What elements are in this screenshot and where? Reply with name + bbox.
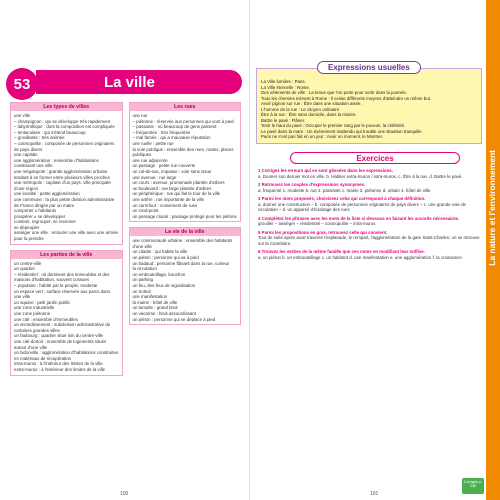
expressions-box (256, 63, 482, 144)
vocab-line: un parking (132, 277, 154, 283)
vocab-line: une rue adjacente (132, 157, 168, 163)
vocab-line: une manifestation (132, 294, 168, 300)
expression-line: Tenir le haut du pavé : Occuper le premier rang par le pouvoir, la célébrité. (261, 123, 406, 128)
expression-line: La Ville lumière : Paris. (261, 79, 306, 84)
expressions-list (257, 69, 481, 143)
vocab-line: se dépeupler (14, 224, 40, 230)
vocab-line: un boulevard : rue large plantée d'arbres (132, 185, 212, 191)
expression-line: Tous les chemins mènent à Rome : Il existe différents moyens d'atteindre un même but. (261, 95, 432, 101)
expression-line: Avoir pignon sur rue : Être dans une situation aisée. (261, 101, 362, 106)
vocab-line: un rond-point (132, 208, 159, 214)
right-page (250, 0, 500, 500)
vocab-line: – grouillante : très animée (14, 135, 65, 141)
vocab-line: un trottoir (132, 288, 152, 294)
vocab-line: prospérer ≠ se développer (14, 213, 66, 219)
exercise-content: Tout de suite après avoir traversé l'esplanade, le rempart, l'agglomération de la gare Saint-Charles, on se retrouve sur la Canebière. (258, 235, 480, 246)
vocab-line: un piéton : personne qui va à pied (132, 255, 199, 261)
vocab-line: – labyrinthique : dont la composition est compliquée (14, 124, 115, 130)
vocab-line: un périphérique : rue qui fait le tour de la ville (132, 191, 221, 197)
vocab-line: une cité-dortoir : ensemble de logements situés autour d'une ville (14, 338, 107, 350)
vocab-box (10, 102, 123, 245)
vocab-line: – champignon : qui se développe très rapidement (14, 118, 111, 124)
vocab-line: un tumulte : grand bruit (132, 305, 178, 311)
exercise-content: a. frequenté 1. modeste b. rue 2. passante c. mairie 3. piétonne d. urbain 4. hôtel de ville (258, 187, 431, 193)
vocab-box (10, 250, 123, 376)
vocab-line: – passante : où beaucoup de gens passent (132, 124, 217, 130)
chapter-number: 53 (6, 68, 38, 100)
corrections-tab: Corrigés p. 246 (462, 478, 484, 494)
exercise-question: 3 Parmi les mots proposés, choisissez celui qui correspond à chaque définition. (258, 196, 426, 201)
vocab-line: un cours : avenue, promenade plantée d'arbres (132, 180, 225, 186)
vocab-line: – piétonne : réservée aux personnes qui vont à pied (132, 118, 234, 124)
vocab-column-1 (10, 102, 123, 381)
expression-line: Le pavé dans la mare : Un événement inattendu qui trouble une situation tranquille. (261, 128, 423, 134)
expression-line: L'homme de la rue : Le citoyen ordinaire. (261, 106, 341, 112)
vocab-line: – tentaculaire : qui s'étend beaucoup (14, 129, 86, 135)
vocab-line: une métropole : capitale d'un pays, ville principale d'une région (14, 180, 111, 191)
vocab-line: une agglomération : ensemble d'habitations constituant une ville (14, 157, 99, 169)
vocab-box-body (130, 236, 241, 324)
vocab-line: une artère : rue importante de la ville (132, 196, 205, 202)
exercise-content: a. Donner son dernier mot en ville. b. Habiter extra-muros / intra-muros. c. Être à la rue. d. Battre le pavé. (258, 173, 463, 179)
vocab-line: un badaud : personne flânant dans la rue, curieux (132, 260, 230, 266)
vocab-line: une avenue : rue large (132, 174, 177, 180)
vocab-box-heading: Les parties de la ville (11, 251, 122, 259)
vocab-box (129, 227, 242, 325)
exercise-content: grouiller – assiéger – résidentiel – cosmopolite – intra-muros (258, 221, 376, 226)
exercise-question: 1 Corrigez les erreurs qui se sont glissées dans les expressions. (258, 168, 393, 173)
section-strip (486, 0, 500, 500)
vocab-line: un piéton : personne qui se déplace à pied (132, 316, 216, 322)
vocab-line: une rue (132, 113, 148, 118)
vocab-line: une cité : ensemble d'immeubles (14, 316, 78, 322)
expression-line: Être à la rue : Être sans domicile, dans la misère. (261, 112, 357, 117)
vocab-line: un passage : petite rue couverte (132, 163, 196, 169)
vocab-line: une mégalopole : grande agglomération urbaine tendant à se former entre plusieurs villes proches (14, 168, 110, 180)
vocab-box (129, 102, 242, 222)
vocab-line: un centre-ville (14, 260, 42, 266)
vocab-line: un faubourg : quartier situé loin du centre-ville (14, 333, 104, 339)
section-strip-title: La nature et l'environnement (487, 150, 497, 266)
vocab-columns (10, 102, 241, 381)
chapter-title: La ville (36, 70, 242, 94)
page-number-right: 101 (370, 491, 379, 497)
vocab-line: – cosmopolite : composée de personnes originaires de pays divers (14, 140, 115, 152)
vocab-line: un vacarme : bruit assourdissant (132, 311, 196, 316)
vocab-box-heading: Les types de villes (11, 103, 122, 111)
vocab-line: un bidonville : agglomération d'habitations construites en matériaux de récupération (14, 350, 119, 361)
vocab-line: une localité : petite agglomération (14, 191, 80, 197)
vocab-line: la mairie : hôtel de ville (132, 299, 178, 305)
vocab-line: extra-muros : à l'extérieur des limites de la ville (14, 366, 106, 372)
exercise-content: a. un piéton b. un embouteillage c. un habitant d. une manifestation e. une agglomération f. la croissance (258, 254, 462, 260)
vocab-line: assiéger une ville : entourer une ville avec une armée pour la prendre (14, 230, 118, 242)
exercises-list (258, 168, 480, 263)
vocab-line: un feu, des feux de signalisation (132, 283, 196, 289)
vocab-column-2 (129, 102, 242, 381)
expression-line: La Ville éternelle : Rome. (261, 84, 310, 90)
vocab-line: contenir, regrouper, se recenser (14, 219, 76, 225)
vocab-line: comporter x habitants (14, 208, 57, 214)
vocab-line: intra-muros : à l'intérieur des limites de la ville (14, 361, 103, 367)
vocab-line: une zone piétonne (14, 311, 51, 316)
vocab-line: une zone industrielle (14, 305, 55, 311)
vocab-line: un square : petit jardin public (14, 299, 71, 305)
vocab-box-body (130, 111, 241, 221)
vocab-line: – résidentiel : où dominent des immeubles et des maisons d'habitation, souvent cossues (14, 271, 110, 283)
vocab-line: un carrefour : croisement de rues (132, 202, 198, 208)
vocab-line: – populaire : habité par le peuple, modeste (14, 283, 98, 289)
exercise-content: a. donner une construction – b. composée de personnes originaires de pays divers – c. une grande voie de circulation – d. un appareil d'éclairage des rues (258, 201, 466, 212)
vocab-box-body (11, 259, 122, 375)
vocab-line: un arrondissement : subdivision administrative de certaines grandes villes (14, 322, 111, 333)
expression-line: Paris ne s'est pas fait en un jour : Avoir un moment, le Montrer. (261, 134, 384, 139)
expressions-heading: Expressions usuelles (317, 61, 421, 74)
expression-line: Des vêtements de ville : La tenue que l'on porte pour sortir dans la journée. (261, 90, 408, 95)
exercise-question: 2 Retrouvez les couples d'expressions synonymes. (258, 182, 366, 187)
vocab-line: un passage clouté : passage protégé pour les piétons (132, 213, 237, 219)
vocab-line: la voie publique : ensemble des rues, routes, places publiques (132, 146, 234, 158)
exercises-heading: Exercices (290, 152, 460, 164)
vocab-line: un espace vert : surface réservée aux parcs dans une ville (14, 288, 111, 300)
page-number-left: 100 (120, 491, 129, 497)
vocab-box-body (11, 111, 122, 244)
vocab-line: une ruelle : petite rue (132, 140, 174, 146)
vocab-line: une commune : la plus petite division administrative de France dirigée par un maire (14, 196, 115, 208)
vocab-line: une capitale (14, 152, 38, 158)
vocab-line: – fréquentée : très fréquentée (132, 129, 191, 135)
exercise-question: 6 Trouvez les verbes de la même famille que ces noms en modifiant leur suffixe. (258, 249, 425, 254)
vocab-line: la circulation (132, 266, 157, 272)
vocab-line: un embouteillage, bouchon (132, 271, 186, 277)
vocab-line: un cul-de-sac, impasse : voie sans issue (132, 168, 212, 174)
vocab-line: un quartier (14, 266, 35, 272)
vocab-line: une ville (14, 113, 31, 118)
exercise-question: 4 Complétez les phrases avec les mots de la liste ci-dessous en faisant les accords nécessaires. (258, 215, 460, 221)
exercise-question: 5 Parmi les propositions en gras, retrouvez celle qui convient. (258, 229, 388, 235)
vocab-line: – mal famée : qui a mauvaise réputation (132, 135, 211, 141)
vocab-box-heading: Les rues (130, 103, 241, 111)
expression-line: Battre le pavé : Flâner. (261, 117, 306, 123)
vocab-line: un citadin : qui habite la ville (132, 249, 188, 255)
vocab-box-heading: La vie de la ville (130, 228, 241, 236)
vocab-line: une communauté urbaine : ensemble des habitants d'une ville (132, 238, 233, 249)
